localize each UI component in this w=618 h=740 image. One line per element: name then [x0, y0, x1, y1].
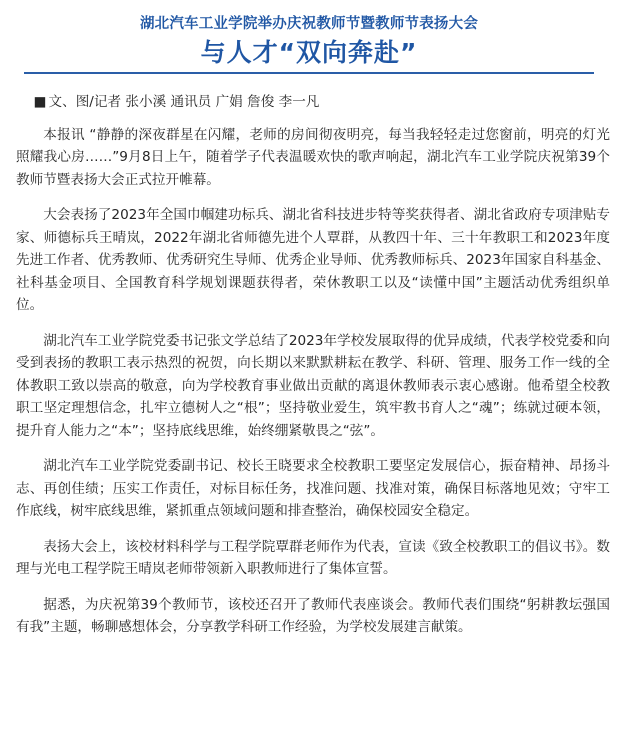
paragraph-president: 湖北汽车工业学院党委副书记、校长王晓要求全校教职工要坚定发展信心，振奋精神、昂扬斗志、再创佳绩；压实工作责任，对标目标任务，找准问题、找准对策，确保目标落地见效；守牢工作底线，树牢底线思维，紧抓重点领域问题和排查整治，确保校园安全稳定。	[16, 458, 610, 519]
title-divider	[24, 72, 594, 74]
article-body	[16, 91, 610, 652]
byline-text: 文、图/记者 张小溪 通讯员 广娟 詹俊 李一凡	[48, 94, 320, 110]
paragraph-symposium: 据悉，为庆祝第39个教师节，该校还召开了教师代表座谈会。教师代表们围绕“躬耕教坛强国有我”主题，畅聊感想体会，分享教学科研工作经验，为学校发展建言献策。	[16, 596, 610, 635]
paragraph-party-secretary: 湖北汽车工业学院党委书记张文学总结了2023年学校发展取得的优异成绩，代表学校党委和向受到表扬的教职工表示热烈的祝贺，向长期以来默默耕耘在教学、科研、管理、服务工作一线的全体教职工致以崇高的敬意，向为学校教育事业做出贡献的离退休教师表示衷心感谢。他希望全校教职工坚定理想信念，扎牢立德树人之“根”；坚持敬业爱生，筑牢教书育人之“魂”；练就过硬本领，提升育人能力之“本”；坚持底线思维，始终绷紧敬畏之“弦”。	[16, 332, 610, 439]
article-title: 与人才“双向奔赴”	[200, 38, 418, 67]
article-header	[0, 0, 618, 76]
article-subtitle: 湖北汽车工业学院举办庆祝教师节暨教师节表扬大会	[139, 16, 479, 32]
paragraph-pledge: 表扬大会上，该校材料科学与工程学院覃群老师作为代表，宣读《致全校教职工的倡议书》。数理与光电工程学院王晴岚老师带领新入职教师进行了集体宣誓。	[16, 538, 610, 577]
byline	[16, 91, 610, 114]
paragraph-honorees: 大会表扬了2023年全国巾帼建功标兵、湖北省科技进步特等奖获得者、湖北省政府专项津贴专家、师德标兵王晴岚，2022年湖北省师德先进个人覃群，从教四十年、三十年教职工和2023年度先进工作者、优秀教师、优秀研究生导师、优秀企业导师、优秀教师标兵、2023年国家自科基金、社科基金项目、全国教育科学规划课题获得者，荣休教职工以及“读懂中国”主题活动优秀组织单位。	[16, 207, 610, 313]
paragraph-intro: 本报讯 “静静的深夜群星在闪耀，老师的房间彻夜明亮，每当我轻轻走过您窗前，明亮的灯光照耀我心房……”9月8日上午，随着学子代表温暖欢快的歌声响起，湖北汽车工业学院庆祝第39个教师节暨表扬大会正式拉开帷幕。	[16, 126, 610, 188]
bullet-icon: ■	[33, 94, 47, 110]
